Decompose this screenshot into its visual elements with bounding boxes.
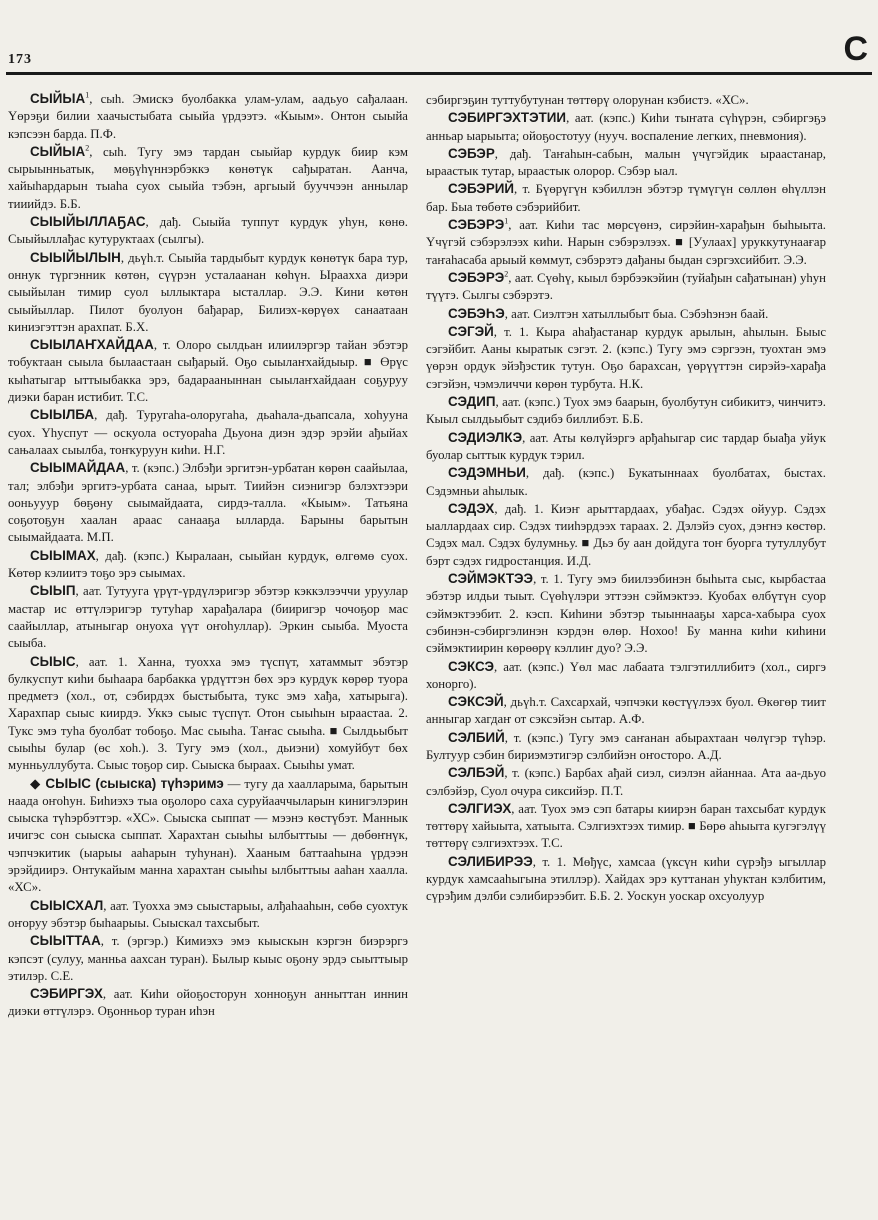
homonym-number: 1 bbox=[504, 216, 509, 226]
definition: , сыһ. Тугу эмэ тардан сыыйар курдук биир кэм сырыынньатык, мөҕүһүннэрбэккэ көнөтүк сађыратан. Аанча, хайыһардарын тыаһа суох сыыйа тэбэн, аргыый бууччээн аннылар тииийдэ. Б.Б. bbox=[8, 144, 408, 211]
headword: СЭБЭРИЙ bbox=[448, 181, 515, 197]
left-column bbox=[8, 90, 408, 1210]
definition: , дьүһ.т. Сыыйа тардыбыт курдук көнөтүк бара тур, оннук түргэнник көтөн, сүүрэн усталаанан көһүн. Ыраахха диэри сыыйылан тимир суол ыллыктара ысталлар. Э.Э. Кини көтөн сыыйыллар. Пилот буолуон бађарар, Билиэх-көрүөх санаатаан киниэгэттэн арахпат. Б.Х. bbox=[8, 250, 408, 334]
definition: , дађ. 1. Киэҥ арыттардаах, убађас. Сэдэх ойуур. Сэдэх ыаллардаах сир. Сэдэх тииһэрдээх тараах. 2. Дэлэйэ суох, дэҥнэ көстөр. Сэдэх мал. Сэдэх булумньу. ■ Дьэ бу аан дойдуга тоҥ буорга тутуллубут бэрт сэдэх гидростанция. И.Д. bbox=[426, 501, 826, 568]
definition: , аат. Тутууга үрүт-үрдүлэригэр эбэтэр кэккэлээччи уруулар мастар ис өттүлэригэр тутуһар харађалара (бииригэр чочоҕор мас саайыллар, атыныгар онуоха үүт оҥоһуллар). Эркин сыыба. Муоста сыыба. bbox=[8, 584, 408, 651]
definition: , сыһ. Эмискэ буолбакка улам-улам, аадьуо сађалаан. Үөрэҕи билии хаачыстыбата сыыйа үрдээтэ. «Кыым». Онтон сыыйа кэпсээн барда. П.Ф. bbox=[8, 92, 408, 141]
dictionary-entry bbox=[8, 143, 408, 213]
headword: СЫЫП bbox=[30, 583, 76, 599]
headword: СЫЫЛБА bbox=[30, 407, 95, 423]
definition: , аат. Сүөһү, кыыл бэрбээкэйин (туйађын сађатынан) уһун түүтэ. Сылгы сэбэрэтэ. bbox=[426, 270, 826, 303]
headword: СЭКСЭЙ bbox=[448, 694, 504, 710]
definition: , дађ. Таҥаһын-сабын, малын үчүгэйдик ыраастанар, ыраастык тутар, ыраастык олорор. Сэбэр ыал. bbox=[426, 146, 826, 179]
headword: СЫЫЙЫЛЛАҔАС bbox=[30, 214, 146, 230]
headword: СЫЫС bbox=[30, 653, 76, 669]
dictionary-entry bbox=[8, 336, 408, 406]
headword: СЭДИЭЛКЭ bbox=[448, 429, 523, 445]
definition: , аат. Киһи ойоҕосторун хонноҕун анныттан иннин диэки өттүлэрэ. Оҕонньор туран иһэн bbox=[8, 987, 408, 1019]
definition: , т. (кэпс.) Тугу эмэ саҥанан абырахтаан чөлүгэр түһэр. Бултуур сэбин бириэмэтигэр сэлбийэн оҥосторо. А.Д. bbox=[426, 730, 826, 762]
headword: СЭБЭҺЭ bbox=[448, 305, 505, 321]
right-column bbox=[426, 92, 826, 1212]
dictionary-entry bbox=[8, 213, 408, 249]
dictionary-entry bbox=[8, 653, 408, 775]
dictionary-entry bbox=[426, 323, 826, 393]
page-number: 173 bbox=[8, 52, 32, 67]
dictionary-entry bbox=[426, 764, 826, 800]
dictionary-entry bbox=[8, 897, 408, 933]
dictionary-entry bbox=[426, 853, 826, 906]
headword: СЭБЭР bbox=[448, 145, 495, 161]
headword: СЭЛГИЭХ bbox=[448, 800, 512, 816]
headword: СЭБЭРЭ bbox=[448, 269, 505, 285]
dictionary-entry bbox=[426, 269, 826, 305]
definition: , дађ. (кэпс.) Букатыннаах буолбатах, быстах. Сэдэмньи аһылык. bbox=[426, 466, 826, 498]
dictionary-entry bbox=[426, 145, 826, 181]
headword: СЭКСЭ bbox=[448, 658, 495, 674]
definition: — тугу да хаалларыма, барытын наада оҥоһун. Биһиэхэ тыа оҕолоро саха суруйааччыларын кинигэлэрин сыыска түһэрбэттэр. «ХС». Сыыска сыппат — мээнэ көстүбэт. Маннык ичигэс сон сыыска сыппат. Харахтан сыыһы ылбыттыы — дөбөҥнүк, чэпчэкитик (ыарыы ааһарын туһунан). Хааным баттааһына үрдээн эрэйдиирэ. Онтукайым манна харахтан сыыһы ылбыттыы ааһан хаалла. «ХС». bbox=[8, 776, 408, 895]
headword: СЫЫТТАА bbox=[30, 933, 101, 949]
definition: , дађ. Сыыйа туппут курдук уһун, көнө. Сыыйыллађас кутуруктаах (сылгы). bbox=[8, 215, 408, 247]
definition: , т. (кэпс.) Барбах ађай сиэл, сиэлэн айаннаа. Ата аа-дьуо сэлбэйэр, Суол очура сиксийэр. П.Т. bbox=[426, 766, 826, 798]
headword: СЭГЭЙ bbox=[448, 323, 494, 339]
dictionary-entry bbox=[426, 570, 826, 657]
dictionary-entry bbox=[426, 693, 826, 729]
headword: СЭБИРГЭХ bbox=[30, 986, 103, 1002]
definition: , т. 1. Мөђүс, хамсаа (үксүн киһи сүрэђэ ыгыллар курдук хамсааһыгына этиллэр). Хайдах эрэ куттанан уһуктан кэлбитим, сүрэђим дэлби сэлибирээбит. Б.Б. 2. Уоскун уоскар охсуолуур bbox=[426, 854, 826, 904]
header-rule bbox=[6, 72, 872, 75]
dictionary-entry bbox=[426, 109, 826, 145]
dictionary-entry bbox=[8, 459, 408, 546]
definition: , т. (кэпс.) Элбэђи эргитэн-урбатан көрөн саайылаа, тал; элбэђи эргитэ-урбата санаа, ырыт. Тиийэн сиэнигэр бэлэхтээри ооньууур бөҕөну сыымайдаата, сирдэ-талла. «Кыым». Татьяна соҕотоҕун хаалан араас санааҕа ылларда. Барыны барытын сыымайдаата. М.П. bbox=[8, 461, 408, 545]
definition: , аат. Киһи тас мөрсүөнэ, сирэйин-харађын быһыыта. Үчүгэй сэбэрэлээх киһи. Нарын сэбэрэлээх. ■ [Уулаах] уруккутунаағар таҥаһасаба арыый көммут, сэбэрэтэ дађаны быдан сэргэхсийбит. Э.Э. bbox=[426, 218, 826, 267]
headword: СЭЙМЭКТЭЭ bbox=[448, 571, 534, 587]
headword: ◆ СЫЫС (сыыска) түһэримэ bbox=[30, 775, 224, 791]
dictionary-entry bbox=[8, 775, 408, 897]
definition: , т. Бүөрүгүн кэбиллэн эбэтэр түмүгүн сөллөн өһүллэн бар. Быа төбөтө сэбэрийбит. bbox=[426, 182, 826, 214]
headword: СЫЙЫА bbox=[30, 143, 86, 159]
headword: СЭДИП bbox=[448, 394, 496, 410]
definition: , дађ. Туругаһа-олоругаһа, дьаһала-дьапсала, хоһууна суох. Үһуспут — оскуола остуораһа Дьуона диэн эдэр эрэйи ађыйах сањалаах сыылба, тоҥкуруун киһи. Н.Г. bbox=[8, 408, 408, 457]
definition: , аат. (кэпс.) Үөл мас лабаата тэлгэтиллибитэ (хол., сиргэ хонорго). bbox=[426, 659, 826, 691]
dictionary-entry bbox=[426, 800, 826, 853]
homonym-number: 1 bbox=[85, 90, 90, 100]
dictionary-entry bbox=[426, 180, 826, 216]
headword: СЫЙЫА bbox=[30, 91, 86, 106]
definition: , аат. Аты көлүйэргэ арђаһыгар сис тардар быађа уйук буолар сыттык курдук тэрил. bbox=[426, 430, 826, 462]
dictionary-entry bbox=[8, 249, 408, 336]
headword: СЭЛБЭЙ bbox=[448, 765, 505, 781]
definition: сэбиргэҕин туттубутунан төттөрү олорунан кэбистэ. «ХС». bbox=[426, 93, 749, 107]
definition: , аат. Сиэлтэн хатыллыбыт быа. Сэбэһэнэн баай. bbox=[504, 306, 769, 321]
dictionary-entry bbox=[8, 985, 408, 1021]
dictionary-entry bbox=[8, 932, 408, 985]
definition: , аат. Туохха эмэ сыыстарыы, алђаһааһын, сөбө суохтук оҥоруу эбэтэр быһаарыы. Сыыскал тахсыбыт. bbox=[8, 898, 408, 930]
headword: СЫЫМАЙДАА bbox=[30, 460, 126, 476]
headword: СЫЫСХАЛ bbox=[30, 897, 104, 913]
definition: , т. (эргэр.) Кимиэхэ эмэ кыыскын кэргэн биэрэргэ кэпсэт (сулуу, манньа аахсан туран). Былыр кыыс оҕону эрдэ сыыттыыр этилэр. С.Е. bbox=[8, 934, 408, 983]
definition: , т. 1. Кыра аһађастанар курдук арылын, аһылын. Быыс сэгэйбит. Ааны кыратык сэгэт. 2. (кэпс.) Тугу эмэ сэргээн, туохтан эмэ үөрэн ордук эйэђэстик тутун. Оҕо барахсан, үөрүүттэн сирэйэ-харађа сэгэйэн, чэмэличчи көрөн турбута. Н.К. bbox=[426, 324, 826, 391]
definition: , аат. 1. Ханна, туохха эмэ түспүт, хатаммыт эбэтэр булкуспут киһи быһаара барбакка үрдүттэн бөх эрэ курдук көрөр туора предметэ (хол., от, сэбирдэх быстыбыта, тукс эмэ хађа, хатырыга). Харахпар сыыс киирдэ. Уккэ сыыс түспүт. Отон сыыһын ыраастаа. 2. Тукс эмэ туһа буолбат тобоҕо. Мас сыыһа. Таҥас сыыһа. ■ Сылдьыбыт сыыһы булар (өс хоһ.). 3. Тугу эмэ (хол., дьиэни) хомуйбут бөх мунньуллубута. Сыыс тоҕор сир. Сыыска быраах. Сыыһы умат. bbox=[8, 654, 408, 773]
definition: , дьүһ.т. Сахсархай, чэпчэки көстүүлээх буол. Өкөгөр тиит анныгар хагдаҥ от сэксэйэн сытар. А.Ф. bbox=[426, 695, 826, 727]
definition: , т. Олоро сылдьан илиилэргэр тайан эбэтэр тобуктаан сыыла былаастаан сыђарый. Оҕо сыылаҥхайдыыр. ■ Өрүс кыһатыгар ыттыыбакка эрэ, бадарааныннан сыылаҥхайдаан соҕуруу диэки баран истибит. Т.С. bbox=[8, 338, 408, 405]
headword: СЫЫЙЫЛЫН bbox=[30, 249, 121, 265]
dictionary-entry bbox=[426, 216, 826, 269]
dictionary-entry bbox=[426, 464, 826, 500]
dictionary-entry bbox=[8, 547, 408, 583]
headword: СЭДЭМНЬИ bbox=[448, 465, 526, 481]
homonym-number: 2 bbox=[85, 143, 90, 153]
section-letter: С bbox=[843, 30, 868, 68]
dictionary-entry bbox=[426, 729, 826, 765]
definition: , т. 1. Тугу эмэ биилээбинэн быһыта сыс, кырбастаа эбэтэр илдьи тыыт. Сүөһүлэри эттээн сэймэктээ. Куобах өлбүтүн суор сэймэктээбит. 2. кэсп. Киһини эбэтэр тыыннааҕы харса-хабыра суох сэбинэн-сэбиргэлинэн кэрдэн өлөр. Нохоо! Бу манна киһи киһини сэймэктиирин көрөөрү кэллиҥ дуо? Э.Э. bbox=[426, 572, 826, 656]
dictionary-entry-continuation bbox=[426, 92, 826, 109]
headword: СЫЫЛАҤХАЙДАА bbox=[30, 337, 154, 353]
dictionary-entry bbox=[426, 658, 826, 694]
headword: СЭБИРГЭХТЭТИИ bbox=[448, 110, 567, 126]
dictionary-entry bbox=[8, 90, 408, 143]
homonym-number: 2 bbox=[504, 269, 509, 279]
dictionary-entry bbox=[426, 305, 826, 323]
dictionary-entry bbox=[8, 582, 408, 652]
definition: , дађ. (кэпс.) Кыралаан, сыыйан курдук, өлгөмө суох. Көтөр кэлиитэ тоҕо эрэ сыымах. bbox=[8, 548, 408, 581]
definition: , аат. (кэпс.) Туох эмэ баарын, буолбутун сибикитэ, чинчитэ. Кыыл сылдьыбыт сэдибэ биллибэт. Б.Б. bbox=[426, 395, 826, 427]
dictionary-entry bbox=[426, 393, 826, 429]
headword: СЫЫМАХ bbox=[30, 547, 96, 563]
dictionary-entry bbox=[426, 429, 826, 465]
dictionary-entry bbox=[8, 406, 408, 459]
headword: СЭЛБИЙ bbox=[448, 729, 505, 745]
definition: , аат. (кэпс.) Киһи тыҥата сүһүрэн, сэбиргэҕэ анньар ыарыыта; ойоҕостотуу (нууч. воспаление легких, пневмония). bbox=[426, 111, 826, 143]
headword: СЭДЭХ bbox=[448, 500, 495, 516]
headword: СЭЛИБИРЭЭ bbox=[448, 853, 533, 869]
headword: СЭБЭРЭ bbox=[448, 217, 505, 233]
dictionary-entry bbox=[426, 500, 826, 570]
definition: , аат. Туох эмэ сэп батары киирэн баран тахсыбат курдук төттөрү хайыыта, хатыыта. Сэлгиэхтээх тимир. ■ Бөрө аһыыта кугэгэлүү төттөрү сэлгиэхтээх. Т.С. bbox=[426, 801, 826, 851]
